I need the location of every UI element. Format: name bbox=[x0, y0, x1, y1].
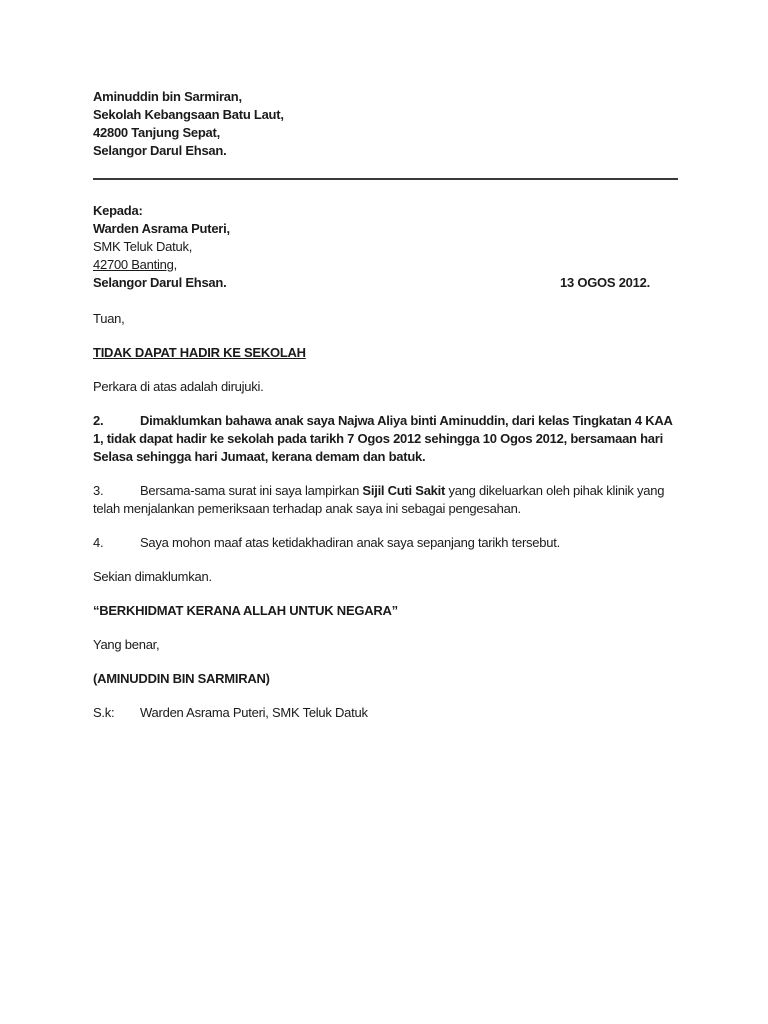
recipient-postcode-city: 42700 Banting, bbox=[93, 257, 177, 272]
cc-label: S.k: bbox=[93, 705, 115, 720]
recipient-school: SMK Teluk Datuk, bbox=[93, 239, 193, 254]
paragraph-3-text-post: yang dikeluarkan oleh pihak klinik yang telah menjalankan pemeriksaan terhadap anak saya ini sebagai pengesahan. bbox=[93, 483, 665, 516]
sender-postcode-city: 42800 Tanjung Sepat, bbox=[93, 125, 220, 140]
paragraph-3-text-bold: Sijil Cuti Sakit bbox=[362, 483, 446, 498]
letter-date: 13 OGOS 2012. bbox=[560, 275, 650, 290]
paragraph-3-text-pre: Bersama-sama surat ini saya lampirkan bbox=[140, 483, 363, 498]
paragraph-4 bbox=[93, 534, 678, 552]
paragraph-2-number: 2. bbox=[93, 413, 104, 428]
paragraph-3-number: 3. bbox=[93, 483, 104, 498]
separator-line bbox=[93, 178, 678, 180]
state-date-row bbox=[93, 274, 678, 292]
cc-line bbox=[93, 704, 678, 722]
paragraph-4-number: 4. bbox=[93, 535, 104, 550]
letter-content bbox=[93, 88, 678, 738]
salutation: Tuan, bbox=[93, 311, 125, 326]
signatory-name: (AMINUDDIN BIN SARMIRAN) bbox=[93, 671, 270, 686]
motto-line: “BERKHIDMAT KERANA ALLAH UNTUK NEGARA” bbox=[93, 603, 398, 618]
recipient-state: Selangor Darul Ehsan. bbox=[93, 275, 227, 290]
recipient-name: Warden Asrama Puteri, bbox=[93, 221, 230, 236]
kepada-label: Kepada: bbox=[93, 203, 143, 218]
paragraph-1: Perkara di atas adalah dirujuki. bbox=[93, 379, 264, 394]
recipient-address-block bbox=[93, 202, 678, 292]
paragraph-2-text: Dimaklumkan bahawa anak saya Najwa Aliya binti Aminuddin, dari kelas Tingkatan 4 KAA 1, tidak dapat hadir ke sekolah pada tarikh 7 Ogos 2012 sehingga 10 Ogos 2012, bersamaan hari Selasa sehingga hari Jumaat, kerana demam dan batuk. bbox=[93, 413, 673, 464]
subject-line: TIDAK DAPAT HADIR KE SEKOLAH bbox=[93, 345, 306, 360]
sender-name: Aminuddin bin Sarmiran, bbox=[93, 89, 242, 104]
paragraph-4-text: Saya mohon maaf atas ketidakhadiran anak saya sepanjang tarikh tersebut. bbox=[140, 535, 560, 550]
closing-line: Sekian dimaklumkan. bbox=[93, 569, 212, 584]
paragraph-2 bbox=[93, 412, 678, 466]
sender-address-block bbox=[93, 88, 678, 160]
sender-school: Sekolah Kebangsaan Batu Laut, bbox=[93, 107, 284, 122]
cc-text: Warden Asrama Puteri, SMK Teluk Datuk bbox=[140, 705, 368, 720]
sign-off: Yang benar, bbox=[93, 637, 160, 652]
paragraph-3 bbox=[93, 482, 678, 518]
sender-state: Selangor Darul Ehsan. bbox=[93, 143, 227, 158]
